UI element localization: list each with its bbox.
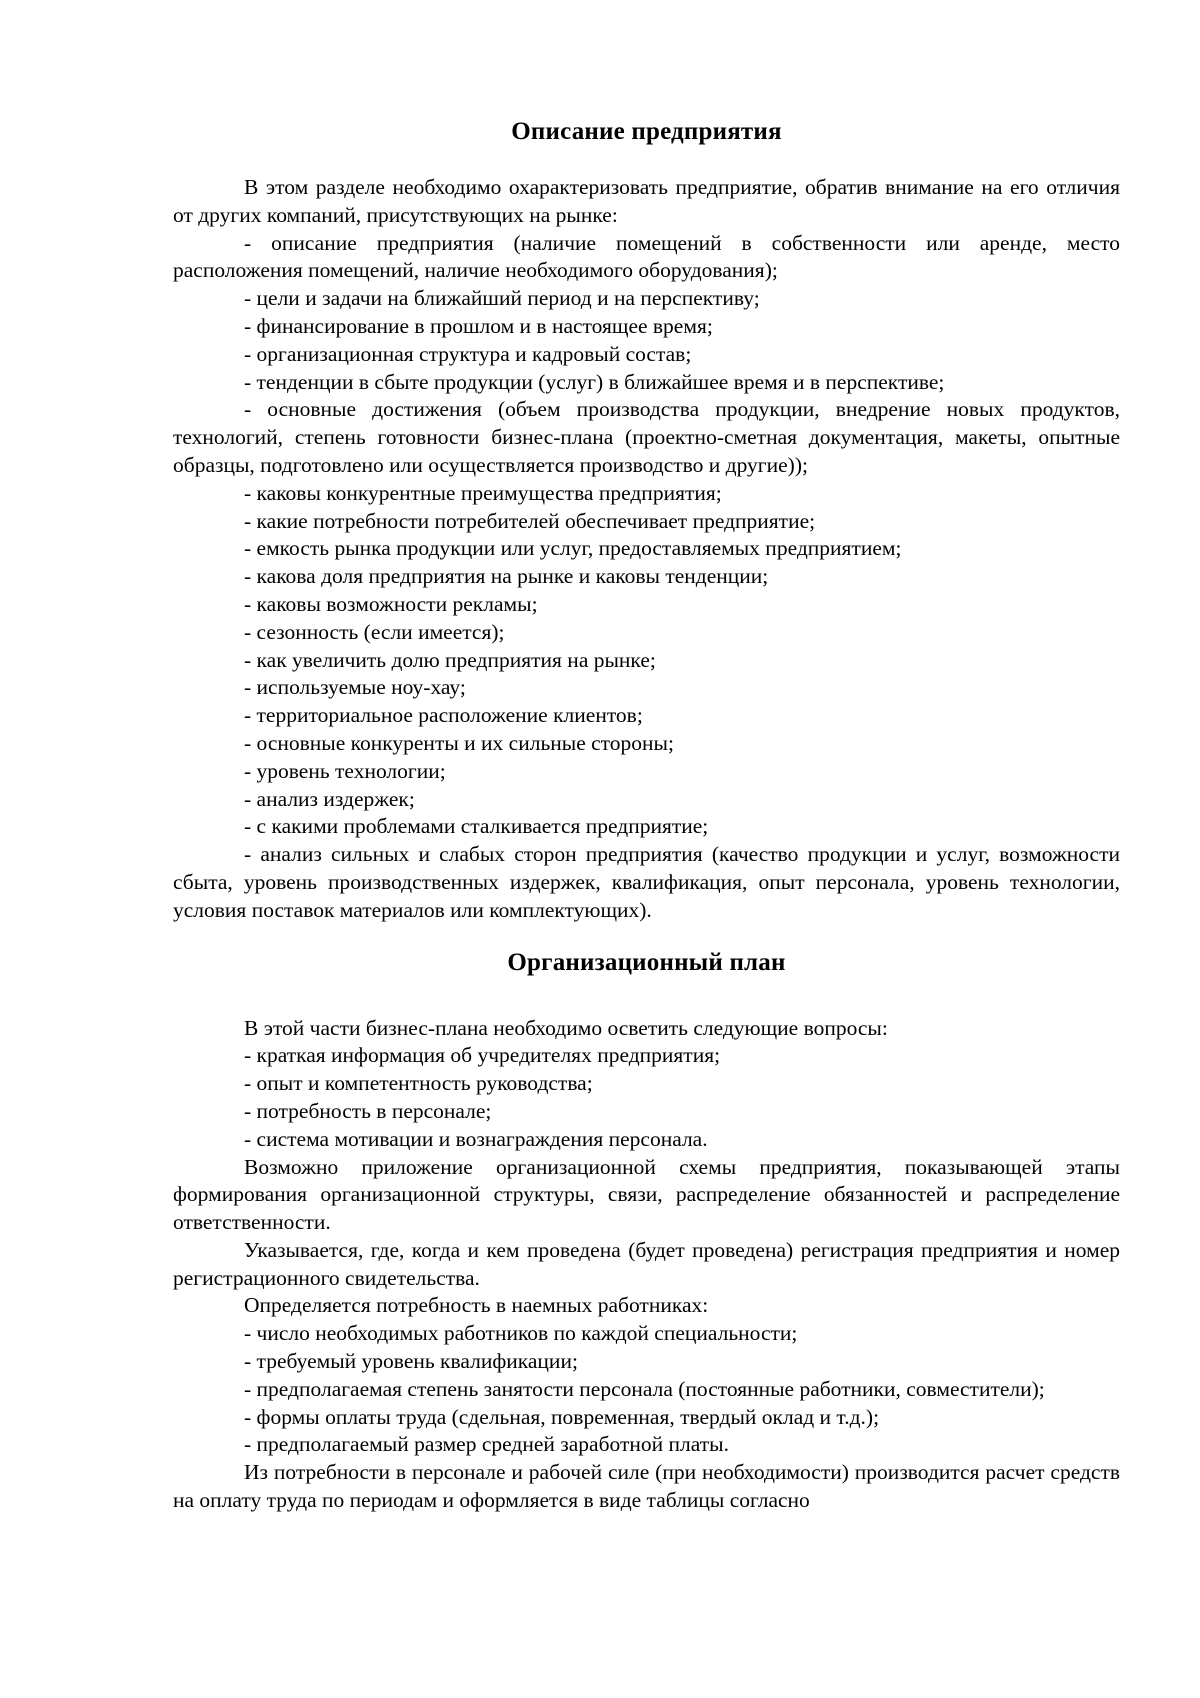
list-item: - используемые ноу-хау; [244, 675, 466, 700]
list-item: - опыт и компетентность руководства; [244, 1071, 593, 1096]
body-paragraph: Определяется потребность в наемных работниках: [244, 1293, 709, 1318]
list-item: - описание предприятия (наличие помещений в собственности или аренде, место расположения помещений, наличие необходимого оборудования); [173, 230, 1120, 283]
list-item: - территориальное расположение клиентов; [244, 703, 643, 728]
list-item: - какие потребности потребителей обеспечивает предприятие; [244, 508, 816, 533]
list-item: - уровень технологии; [244, 758, 446, 783]
list-item: - анализ сильных и слабых сторон предприятия (качество продукции и услуг, возможности сбыта, уровень производственных издержек, квалификация, опыт персонала, уровень технологии, условия поставок материалов или комплектующих). [173, 842, 1120, 922]
list-item: - требуемый уровень квалификации; [244, 1349, 578, 1374]
list-item: - каковы возможности рекламы; [244, 591, 538, 616]
list-item: - с какими проблемами сталкивается предприятие; [244, 814, 709, 839]
body-paragraph: Указывается, где, когда и кем проведена (будет проведена) регистрация предприятия и номер регистрационного свидетельства. [173, 1237, 1120, 1290]
list-item: - предполагаемый размер средней заработной платы. [244, 1432, 729, 1457]
section-enterprise-description [173, 174, 1120, 925]
list-item: - система мотивации и вознаграждения персонала. [244, 1126, 708, 1151]
list-item: - сезонность (если имеется); [244, 619, 505, 644]
body-paragraph: Возможно приложение организационной схемы предприятия, показывающей этапы формирования организационной структуры, связи, распределение обязанностей и распределение ответственности. [173, 1154, 1120, 1235]
list-item: - формы оплаты труда (сдельная, повременная, твердый оклад и т.д.); [244, 1404, 880, 1429]
list-item: - какова доля предприятия на рынке и каковы тенденции; [244, 564, 769, 589]
list-item: - краткая информация об учредителях предприятия; [244, 1043, 721, 1068]
section-title-enterprise-description: Описание предприятия [511, 118, 782, 145]
list-item: - анализ издержек; [244, 786, 415, 811]
section-organizational-plan [173, 1015, 1120, 1515]
list-item: - емкость рынка продукции или услуг, предоставляемых предприятием; [244, 536, 902, 561]
list-item: - предполагаемая степень занятости персонала (постоянные работники, совместители); [244, 1376, 1045, 1401]
section-title-organizational-plan: Организационный план [507, 948, 786, 976]
intro-paragraph: В этой части бизнес-плана необходимо осветить следующие вопросы: [244, 1015, 888, 1040]
list-item: - основные достижения (объем производства продукции, внедрение новых продуктов, технологий, степень готовности бизнес-плана (проектно-сметная документация, макеты, опытные образцы, подготовлено или осуществляется производство и другие)); [173, 397, 1120, 477]
list-item: - как увеличить долю предприятия на рынке; [244, 647, 656, 672]
list-item: - цели и задачи на ближайший период и на перспективу; [244, 286, 760, 311]
list-item: - число необходимых работников по каждой специальности; [244, 1321, 798, 1346]
list-item: - финансирование в прошлом и в настоящее время; [244, 313, 713, 338]
list-item: - каковы конкурентные преимущества предприятия; [244, 480, 722, 505]
intro-paragraph: В этом разделе необходимо охарактеризовать предприятие, обратив внимание на его отличия от других компаний, присутствующих на рынке: [173, 175, 1120, 227]
body-paragraph: Из потребности в персонале и рабочей силе (при необходимости) производится расчет средств на оплату труда по периодам и оформляется в виде таблицы согласно [173, 1460, 1120, 1513]
list-item: - организационная структура и кадровый состав; [244, 341, 692, 366]
document-body [173, 108, 1120, 1515]
list-item: - основные конкуренты и их сильные стороны; [244, 730, 674, 755]
list-item: - тенденции в сбыте продукции (услуг) в ближайшее время и в перспективе; [244, 369, 945, 394]
list-item: - потребность в персонале; [244, 1098, 492, 1123]
